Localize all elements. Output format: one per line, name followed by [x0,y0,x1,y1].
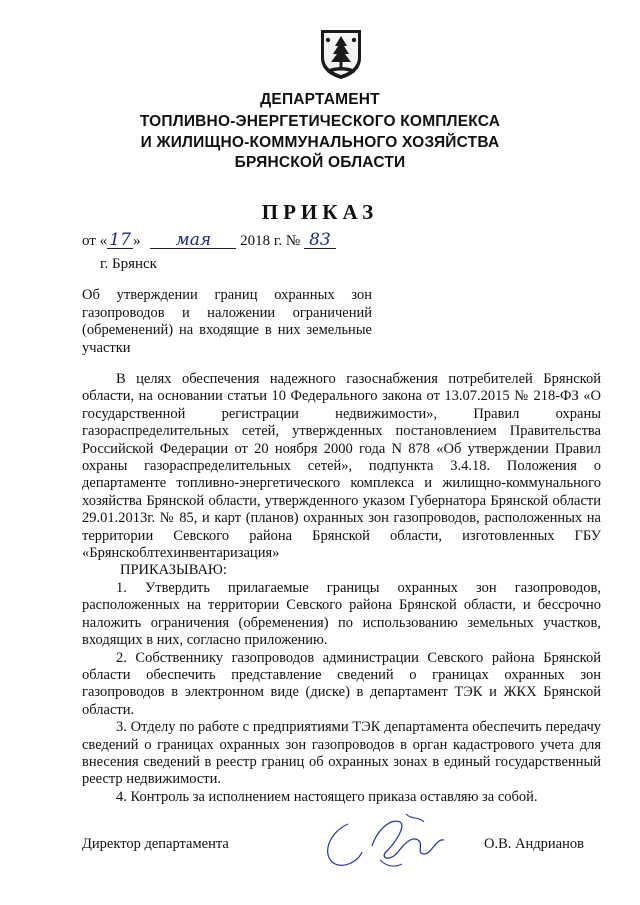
order-item-4: 4. Контроль за исполнением настоящего приказа оставляю за собой. [116,788,538,805]
document-number: 83 [304,232,336,249]
order-word: ПРИКАЗЫВАЮ: [120,562,227,579]
document-subject: Об утверждении границ охранных зон газопроводов и наложении ограничений (обременений) на входящие в них земельные участки [82,287,372,356]
preamble-paragraph: В целях обеспечения надежного газоснабжения потребителей Брянской области, на основании статьи 10 Федерального закона от 13.07.2015 № 218-ФЗ «О государственной регистрации недвижимости», Правил охраны газораспределительных сетей, утвержденных постановлением Правительства Российской Федерации от 20 ноября 2000 года N 878 «Об утверждении Правил охраны газораспределительных сетей», подпункта 3.4.18. Положения о департаменте топливно-энергетического комплекса и жилищно-коммунального хозяйства Брянской области, утвержденного указом Губернатора Брянской области 29.01.2013г. № 85, и карт (планов) охранных зон газопроводов, расположенных на территории Севского района Брянской области, изготовленных ГБУ «Брянскоблтехинвентаризация» [82,371,601,562]
signatory-name: О.В. Андрианов [484,836,584,852]
signatory-position: Директор департамента [82,836,229,852]
department-name-line-2: ТОПЛИВНО-ЭНЕРГЕТИЧЕСКОГО КОМПЛЕКСА [139,113,501,130]
bryansk-coat-of-arms-icon [318,28,364,80]
date-mid: » [133,233,141,249]
handwritten-signature [320,808,470,878]
order-item-2: 2. Собственнику газопроводов администрации Севского района Брянской области обеспечить представление сведений о границах охранных зон газопроводов в электронном виде (диске) в департамент ТЭК и ЖКХ Брянской области. [82,649,601,718]
department-name-line-4: БРЯНСКОЙ ОБЛАСТИ [234,154,406,171]
date-month: мая [150,232,236,249]
department-name-line-3: И ЖИЛИЩНО-КОММУНАЛЬНОГО ХОЗЯЙСТВА [140,134,500,151]
date-day: 17 [107,232,133,249]
document-title: ПРИКАЗ [261,200,379,224]
date-prefix: от « [82,233,108,249]
department-name-line-1: ДЕПАРТАМЕНТ [260,91,380,108]
date-year: 2018 г. [240,233,283,249]
order-item-3: 3. Отделу по работе с предприятиями ТЭК департамента обеспечить передачу сведений о границах охранных зон газопроводов в орган кадастрового учета для внесения сведений в реестр границ об охранных зонах в единый государственный реестр недвижимости. [82,719,601,788]
order-item-1: 1. Утвердить прилагаемые границы охранных зон газопроводов, расположенных на территории Севского района Брянской области, и бессрочно наложить ограничения (обременения) по использованию земельных участков, входящих в них, согласно приложению. [82,579,601,649]
date-line [82,232,336,250]
number-label: № [285,233,301,249]
document-body [82,371,601,806]
city: г. Брянск [100,256,157,272]
